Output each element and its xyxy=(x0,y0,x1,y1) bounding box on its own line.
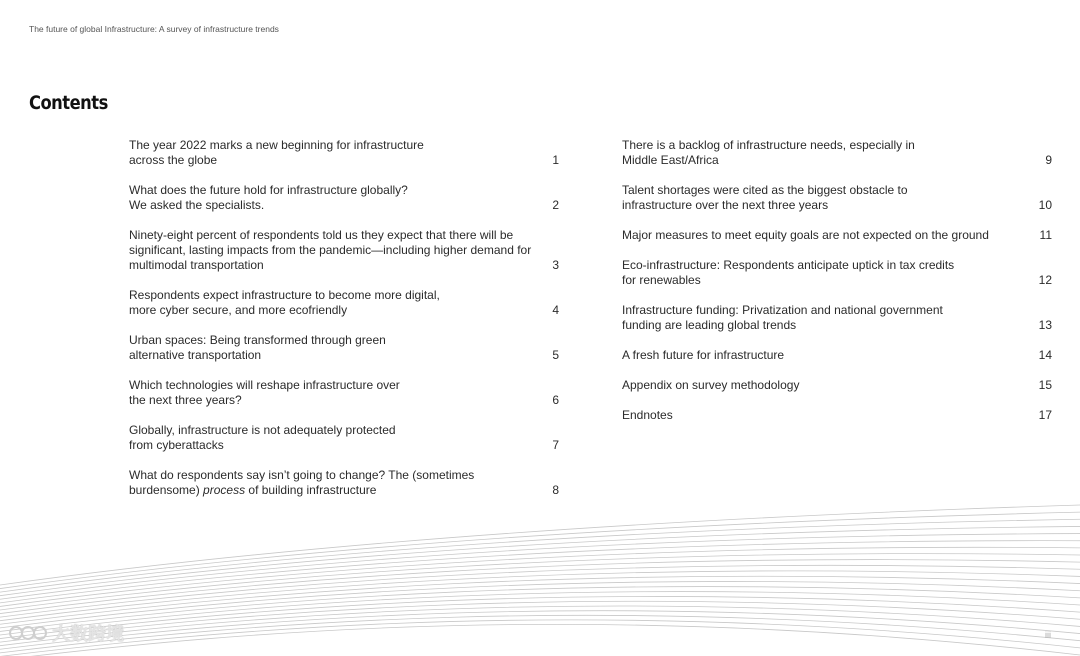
wave-line xyxy=(0,601,1080,642)
toc-entry[interactable] xyxy=(622,303,1052,333)
toc-entry-page: 1 xyxy=(552,153,559,167)
toc-entry[interactable] xyxy=(129,138,559,168)
toc-entry[interactable] xyxy=(622,228,1052,243)
wave-line xyxy=(0,526,1080,595)
toc-entry-page: 5 xyxy=(552,348,559,362)
wave-line xyxy=(0,620,1080,656)
toc-entry-title: What does the future hold for infrastructure globally? We asked the specialists. xyxy=(129,183,408,212)
toc-entry[interactable] xyxy=(129,228,559,273)
toc-entry-page: 8 xyxy=(552,483,559,497)
toc-entry-page: 9 xyxy=(1045,153,1052,167)
toc-entry[interactable] xyxy=(129,333,559,363)
wave-line xyxy=(0,519,1080,592)
toc-entry-title-part: of building infrastructure xyxy=(245,483,377,497)
wave-lines-decoration xyxy=(0,500,1080,656)
toc-entry-page: 14 xyxy=(1038,348,1052,362)
toc-entry[interactable] xyxy=(622,183,1052,213)
running-header: The future of global Infrastructure: A survey of infrastructure trends xyxy=(29,24,279,34)
toc-entry[interactable] xyxy=(129,423,559,453)
toc-entry-title-italic: process xyxy=(203,483,246,497)
toc-column-right xyxy=(622,138,1052,438)
toc-entry-title: Respondents expect infrastructure to become more digital, more cyber secure, and more ecofriendly xyxy=(129,288,440,317)
toc-entry-title: Talent shortages were cited as the biggest obstacle to infrastructure over the next three years xyxy=(622,183,908,212)
toc-entry-page: 13 xyxy=(1038,318,1052,332)
toc-entry-page: 15 xyxy=(1038,378,1052,392)
toc-entry-title: Appendix on survey methodology xyxy=(622,378,800,392)
toc-entry-title: Urban spaces: Being transformed through green alternative transportation xyxy=(129,333,386,362)
toc-entry-title: Infrastructure funding: Privatization and national government funding are leading global trends xyxy=(622,303,943,332)
toc-entry[interactable] xyxy=(622,348,1052,363)
toc-entry-title: Eco-infrastructure: Respondents anticipate uptick in tax credits for renewables xyxy=(622,258,955,287)
toc-entry-page: 10 xyxy=(1038,198,1052,212)
wave-line xyxy=(0,512,1080,588)
toc-entry-title: Major measures to meet equity goals are not expected on the ground xyxy=(622,228,989,242)
toc-entry[interactable] xyxy=(129,183,559,213)
page-title: Contents xyxy=(29,92,108,114)
toc-entry-title: There is a backlog of infrastructure needs, especially in Middle East/Africa xyxy=(622,138,915,167)
wave-line xyxy=(0,534,1080,600)
toc-entry-page: 6 xyxy=(552,393,559,407)
toc-entry-page: 12 xyxy=(1038,273,1052,287)
toc-entry[interactable] xyxy=(622,378,1052,393)
toc-column-left xyxy=(129,138,559,513)
toc-entry-title: Ninety-eight percent of respondents told us they expect that there will be significant, lasting impacts from the pandemic—including higher demand for multimodal transportation xyxy=(129,228,532,272)
wave-line xyxy=(0,624,1080,656)
toc-entry[interactable] xyxy=(129,468,559,498)
toc-entry-title-part: What do respondents say isn’t going to change? The (sometimes burdensome) xyxy=(129,468,475,497)
watermark-text: 大数跨境 xyxy=(52,624,124,645)
toc-entry-page: 3 xyxy=(552,258,559,272)
toc-entry-page: 17 xyxy=(1038,408,1052,422)
toc-entry-page: 7 xyxy=(552,438,559,452)
toc-entry-page: 11 xyxy=(1039,228,1052,242)
toc-entry-title xyxy=(129,468,474,498)
wave-line xyxy=(0,596,1080,638)
page-number: iii xyxy=(1045,630,1051,640)
toc-entry[interactable] xyxy=(129,378,559,408)
toc-entry-title: Endnotes xyxy=(622,408,673,422)
toc-entry-title: The year 2022 marks a new beginning for infrastructure across the globe xyxy=(129,138,424,167)
toc-entry-page: 2 xyxy=(552,198,559,212)
toc-entry-title: Which technologies will reshape infrastructure over the next three years? xyxy=(129,378,400,407)
wave-line xyxy=(0,606,1080,646)
toc-entry[interactable] xyxy=(622,258,1052,288)
watermark xyxy=(8,620,124,646)
toc-entry-page: 4 xyxy=(552,303,559,317)
toc-entry[interactable] xyxy=(622,138,1052,168)
toc-entry[interactable] xyxy=(129,288,559,318)
watermark-logo-icon xyxy=(8,622,48,644)
toc-entry-title: A fresh future for infrastructure xyxy=(622,348,785,362)
toc-entry-title: Globally, infrastructure is not adequately protected from cyberattacks xyxy=(129,423,396,452)
toc-entry[interactable] xyxy=(622,408,1052,423)
